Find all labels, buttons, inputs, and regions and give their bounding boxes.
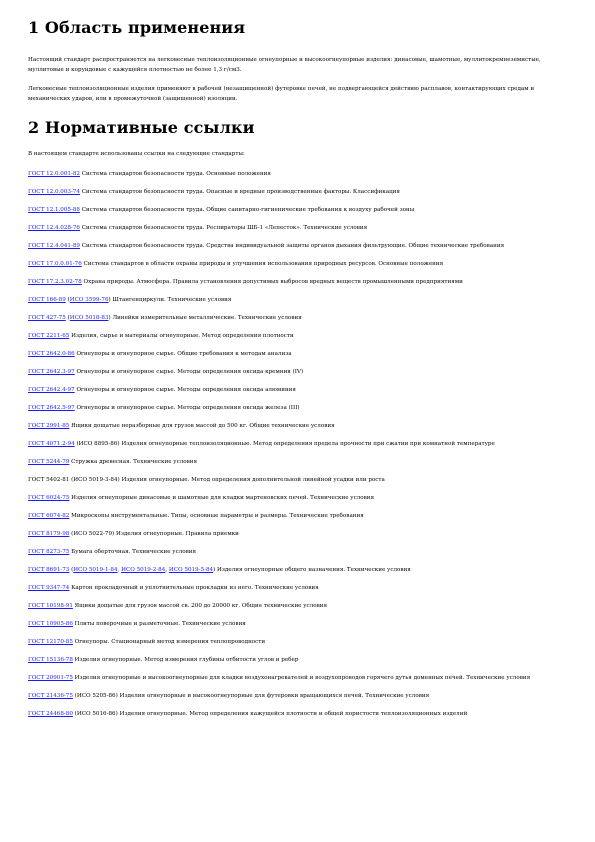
- reference-item: [28, 458, 563, 468]
- reference-text: Огнеупоры и огнеупорное сырье. Общие требования к методам анализа: [74, 350, 292, 357]
- reference-item: [28, 494, 563, 504]
- reference-item: [28, 602, 563, 612]
- reference-text: (: [65, 296, 70, 303]
- reference-text: Картон прокладочный и уплотнительные прокладки из него. Технические условия: [69, 584, 319, 591]
- standard-link[interactable]: ГОСТ 12.4.041-89: [28, 242, 80, 249]
- reference-item: [28, 656, 563, 666]
- standard-link[interactable]: ГОСТ 2991-85: [28, 422, 70, 429]
- reference-item: [28, 242, 563, 252]
- reference-item: [28, 224, 563, 234]
- reference-text: Изделия, сырье и материалы огнеупорные. Метод определения плотности: [69, 332, 294, 339]
- reference-item: [28, 404, 563, 414]
- section-2-heading: 2 Нормативные ссылки: [28, 118, 255, 137]
- reference-item: [28, 170, 563, 180]
- standard-link[interactable]: ГОСТ 12.4.028-76: [28, 224, 80, 231]
- reference-text: ) Штангенциркули. Технические условия: [108, 296, 232, 303]
- reference-item: [28, 368, 563, 378]
- reference-item: [28, 422, 563, 432]
- reference-text: Огнеупоры и огнеупорное сырье. Методы определения оксида железа (III): [74, 404, 300, 411]
- reference-item: [28, 278, 563, 288]
- reference-item: [28, 260, 563, 270]
- standard-link[interactable]: ГОСТ 9347-74: [28, 584, 70, 591]
- reference-item: [28, 206, 563, 216]
- section-1-paragraph-2: Легковесные теплоизоляционные изделия применяют в рабочей (незащищенной) футеровке печей, не подвергающейся действию расплавов, контактирующих средам и механических ударов, или в промежуточной (защищенной) изоляции.: [28, 86, 535, 102]
- standard-link[interactable]: ГОСТ 21436-75: [28, 692, 73, 699]
- reference-text: Ящики дощатые неразборные для грузов массой до 500 кг. Общие технические условия: [69, 422, 335, 429]
- reference-text: Изделия огнеупорные и высокоогнеупорные для кладки воздухонагревателей и воздухопроводов горячего дутья доменных печей. Технические условия: [72, 674, 531, 681]
- standard-link[interactable]: ГОСТ 2211-65: [28, 332, 70, 339]
- standard-link[interactable]: ГОСТ 427-75: [28, 314, 66, 321]
- standard-link[interactable]: ИСО 5019-1-84: [73, 566, 118, 573]
- reference-item: [28, 188, 563, 198]
- reference-item: [28, 638, 563, 648]
- reference-item: [28, 440, 563, 450]
- standard-link[interactable]: ГОСТ 12.0.003-74: [28, 188, 80, 195]
- reference-text: Стружка древесная. Технические условия: [69, 458, 198, 465]
- section-1-heading: 1 Область применения: [28, 18, 246, 37]
- standard-link[interactable]: ИСО 5019-5-84: [168, 566, 214, 573]
- standard-link[interactable]: ГОСТ 2642.3-97: [28, 368, 75, 375]
- reference-item: [28, 584, 563, 594]
- standard-link[interactable]: ГОСТ 6024-75: [28, 494, 70, 501]
- standard-link[interactable]: ГОСТ 6074-82: [28, 512, 70, 519]
- reference-text: Микроскопы инструментальные. Типы, основные параметры и размеры. Технические требования: [69, 512, 364, 519]
- reference-text: ) Изделия огнеупорные общего назначения. Технические условия: [213, 566, 411, 573]
- reference-text: Система стандартов безопасности труда. Опасные и вредные производственные факторы. Классификация: [80, 188, 400, 195]
- standard-link[interactable]: ГОСТ 5244-79: [28, 458, 70, 465]
- reference-text: ) Линейки измерительные металлические. Технические условия: [108, 314, 302, 321]
- reference-text: Огнеупоры и огнеупорное сырье. Методы определения оксида кремния (IV): [74, 368, 304, 375]
- standard-link[interactable]: ГОСТ 17.2.3.02-78: [28, 278, 82, 285]
- reference-text: (: [65, 314, 70, 321]
- reference-list: [28, 170, 563, 720]
- reference-text: Ящики дощатые для грузов массой св. 200 до 20000 кг. Общие технические условия: [72, 602, 328, 609]
- reference-item: [28, 674, 563, 684]
- reference-text: ГОСТ 5402-81 (ИСО 5019-3-84) Изделия огнеупорные. Метод определения дополнительной линейной усадки или роста: [28, 476, 385, 483]
- reference-text: Охрана природы. Атмосфера. Правила установления допустимых выбросов вредных веществ промышленными предприятиями: [81, 278, 463, 285]
- reference-text: Огнеупоры и огнеупорное сырье. Методы определения оксида алюминия: [74, 386, 296, 393]
- standard-link[interactable]: ГОСТ 2642.0-86: [28, 350, 75, 357]
- standard-link[interactable]: ГОСТ 10198-91: [28, 602, 73, 609]
- reference-item: [28, 710, 563, 720]
- standard-link[interactable]: ГОСТ 10905-86: [28, 620, 73, 627]
- standard-link[interactable]: ГОСТ 12.0.001-82: [28, 170, 80, 177]
- standard-link[interactable]: ИСО 3599-76: [69, 296, 109, 303]
- standard-link[interactable]: ГОСТ 2642.4-97: [28, 386, 75, 393]
- reference-item: [28, 332, 563, 342]
- standard-link[interactable]: ГОСТ 4071.2-94: [28, 440, 75, 447]
- standard-link[interactable]: ГОСТ 12170-85: [28, 638, 73, 645]
- reference-text: Плиты поверочные и разметочные. Технические условия: [72, 620, 246, 627]
- reference-text: Бумага оберточная. Технические условия: [69, 548, 197, 555]
- reference-text: (ИСО 5016-86) Изделия огнеупорные. Метод определения кажущейся плотности и общей пористости теплоизоляционных изделий: [72, 710, 468, 717]
- standard-link[interactable]: ГОСТ 24468-80: [28, 710, 73, 717]
- reference-text: (ИСО 5022-79) Изделия огнеупорные. Правила приемки: [69, 530, 239, 537]
- standard-link[interactable]: ИСО 5018-83: [69, 314, 109, 321]
- reference-text: (: [69, 566, 74, 573]
- reference-item: [28, 566, 563, 576]
- reference-item: [28, 386, 563, 396]
- section-2-intro: В настоящем стандарте использованы ссылки на следующие стандарты:: [28, 151, 245, 157]
- document-page: [28, 18, 563, 728]
- standard-link[interactable]: ГОСТ 15136-78: [28, 656, 73, 663]
- standard-link[interactable]: ГОСТ 17.0.0.01-76: [28, 260, 82, 267]
- reference-text: (ИСО 8895-86) Изделия огнеупорные теплоизоляционные. Метод определения предела прочности при сжатии при комнатной температуре: [74, 440, 495, 447]
- reference-item: [28, 314, 563, 324]
- reference-item: [28, 548, 563, 558]
- standard-link[interactable]: ГОСТ 2642.5-97: [28, 404, 75, 411]
- reference-item: [28, 530, 563, 540]
- section-1-paragraph-1: Настоящий стандарт распространяется на легковесные теплоизоляционные огнеупорные и высокоогнеупорные изделия: динасовые, шамотные, муллитокремнеземистые, муллитовые и корундовые с кажущейся плотностью не более 1,3 г/см3.: [28, 57, 541, 73]
- reference-item: [28, 296, 563, 306]
- reference-text: Огнеупоры. Стационарный метод измерения теплопроводности: [72, 638, 266, 645]
- reference-text: Изделия огнеупорные. Метод измерения глубины отбитости углов и ребер: [72, 656, 299, 663]
- reference-item: [28, 692, 563, 702]
- reference-text: Система стандартов безопасности труда. Средства индивидуальной защиты органов дыхания фильтрующие. Общие технические требования: [80, 242, 505, 249]
- reference-text: Изделия огнеупорные динасовые и шамотные для кладки мартеновских печей. Технические условия: [69, 494, 375, 501]
- reference-item: [28, 512, 563, 522]
- reference-text: (ИСО 5205-86) Изделия огнеупорные и высокоогнеупорные для футеровки вращающихся печей. Технические условия: [72, 692, 430, 699]
- standard-link[interactable]: ГОСТ 20901-75: [28, 674, 73, 681]
- reference-text: Система стандартов безопасности труда. Основные положения: [80, 170, 271, 177]
- standard-link[interactable]: ГОСТ 8179-98: [28, 530, 70, 537]
- reference-text: Система стандартов безопасности труда. Общие санитарно-гигиенические требования к воздуху рабочей зоны: [80, 206, 415, 213]
- standard-link[interactable]: ГОСТ 166-89: [28, 296, 66, 303]
- reference-item: [28, 620, 563, 630]
- reference-text: ,: [165, 566, 169, 573]
- standard-link[interactable]: ИСО 5019-2-84: [121, 566, 166, 573]
- reference-text: Система стандартов в области охраны природы и улучшения использования природных ресурсов. Основные положения: [81, 260, 444, 267]
- reference-text: Система стандартов безопасности труда. Респираторы ШБ-1 «Лепесток». Технические условия: [80, 224, 368, 231]
- reference-item: [28, 350, 563, 360]
- standard-link[interactable]: ГОСТ 8691-73: [28, 566, 70, 573]
- standard-link[interactable]: ГОСТ 12.1.005-88: [28, 206, 80, 213]
- reference-text: ,: [117, 566, 122, 573]
- reference-item: [28, 476, 563, 486]
- standard-link[interactable]: ГОСТ 8273-75: [28, 548, 70, 555]
